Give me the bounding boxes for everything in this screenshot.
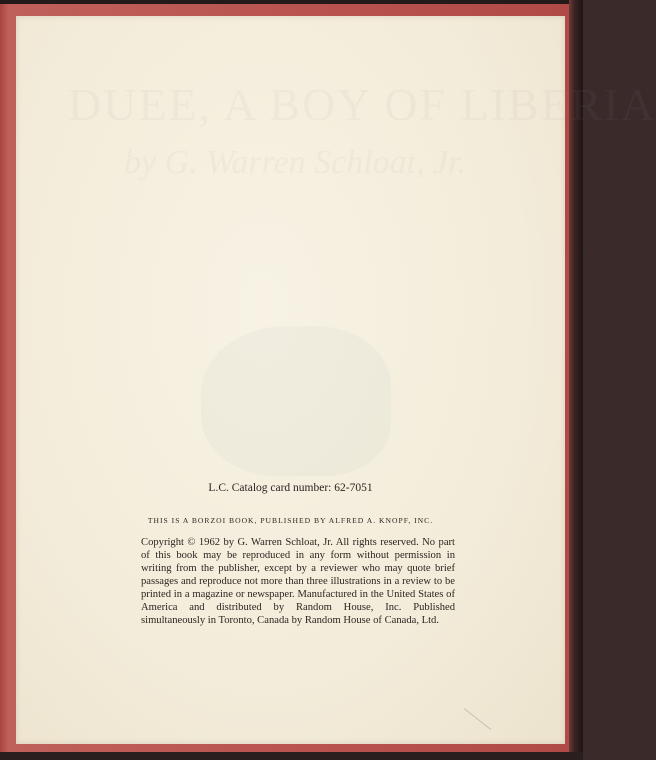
scan-bottom-edge	[0, 752, 583, 760]
book-spine-edge	[569, 0, 583, 760]
publisher-line: THIS IS A BORZOI BOOK, PUBLISHED BY ALFRED A. KNOPF, INC.	[147, 516, 434, 525]
copyright-notice: Copyright © 1962 by G. Warren Schloat, Jr. All rights reserved. No part of this book may be reproduced in any form without permission in writing from the publisher, except by a reviewer who may quote brief passages and reproduce not more than three illustrations in a review to be printed in a magazine or newspaper. Manufactured in the United States of America and distributed by Random House, Inc. Published simultaneously in Toronto, Canada by Random House of Canada, Ltd.	[141, 537, 455, 626]
show-through-author: by G. Warren Schloat, Jr.	[124, 144, 467, 181]
copyright-page	[16, 16, 656, 744]
catalog-card-number: L.C. Catalog card number: 62-7051	[208, 482, 373, 494]
show-through-illustration	[201, 326, 391, 476]
show-through-title: DUEE, A BOY OF LIBERIA	[68, 79, 656, 130]
paper-scratch	[464, 708, 491, 730]
